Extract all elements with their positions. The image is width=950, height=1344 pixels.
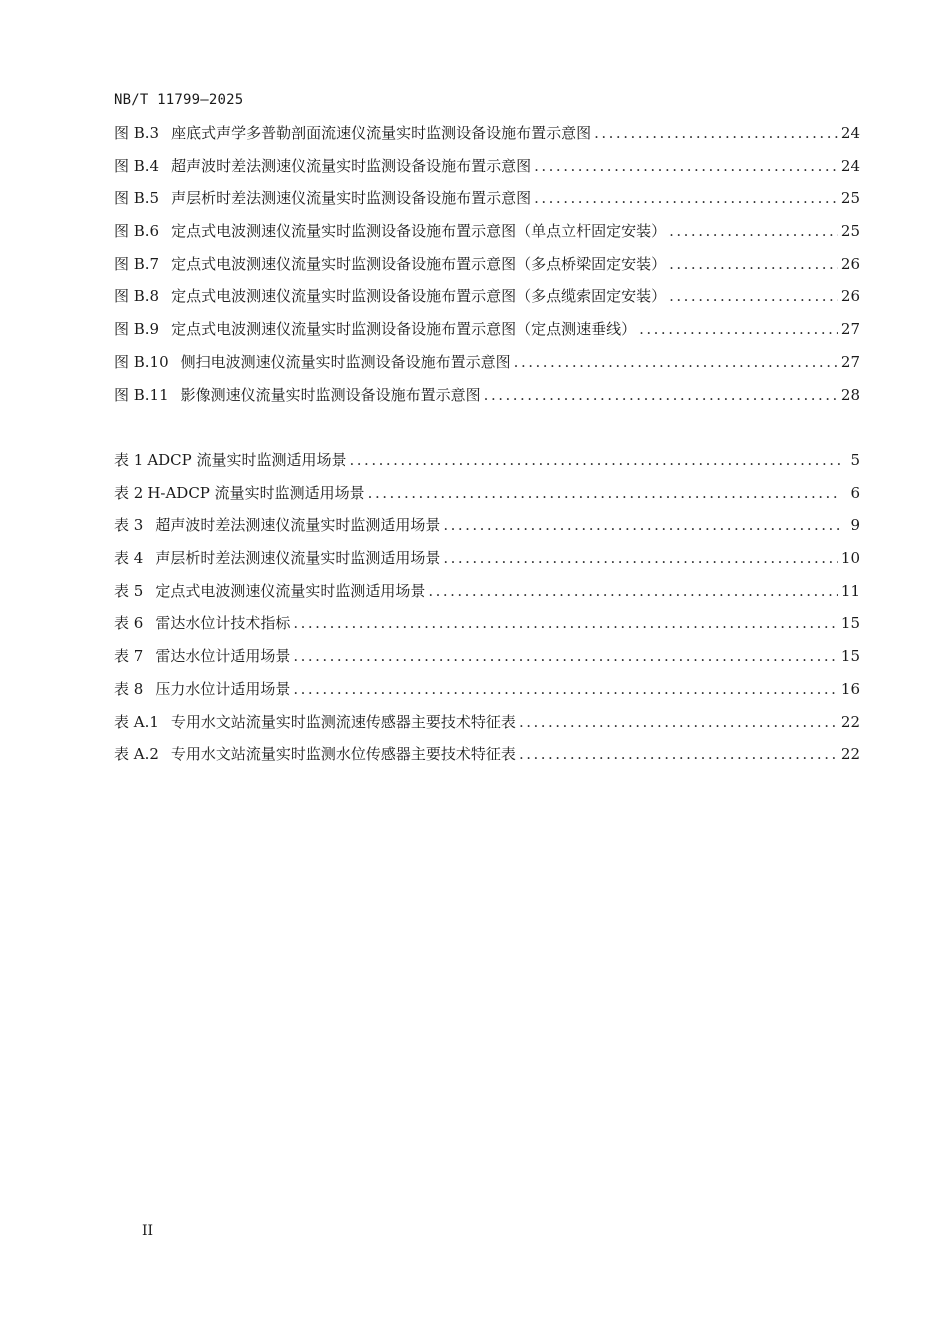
table-list — [114, 450, 860, 777]
figure-page-number: 25 — [840, 222, 860, 241]
dot-leader — [368, 483, 841, 503]
figure-page-number: 25 — [840, 189, 860, 208]
table-number: 表 8 — [114, 679, 144, 698]
dot-leader — [443, 515, 841, 535]
table-title: 定点式电波测速仪流量实时监测适用场景 — [155, 581, 426, 600]
table-entry[interactable] — [114, 646, 860, 679]
table-entry[interactable] — [114, 548, 860, 581]
dot-leader — [594, 123, 838, 143]
figure-entry[interactable] — [114, 221, 860, 254]
figure-number: 图 B.10 — [114, 352, 169, 371]
table-entry[interactable] — [114, 515, 860, 548]
figure-number: 图 B.4 — [114, 156, 160, 175]
table-title: 专用水文站流量实时监测流速传感器主要技术特征表 — [170, 712, 516, 731]
dot-leader — [484, 385, 838, 405]
table-page-number: 11 — [840, 581, 860, 600]
figure-entry[interactable] — [114, 254, 860, 287]
table-number: 表 1 — [114, 451, 144, 469]
figure-entry[interactable] — [114, 319, 860, 352]
table-page-number: 10 — [840, 549, 860, 568]
table-page-number: 15 — [840, 614, 860, 633]
figure-number: 图 B.7 — [114, 254, 160, 273]
dot-leader — [428, 581, 838, 601]
figure-page-number: 24 — [840, 156, 860, 175]
table-entry[interactable] — [114, 712, 860, 745]
dot-leader — [293, 646, 838, 666]
figure-number: 图 B.11 — [114, 385, 169, 404]
dot-leader — [669, 254, 838, 274]
table-number: 表 6 — [114, 614, 144, 633]
figure-page-number: 26 — [840, 287, 860, 306]
table-number: 表 4 — [114, 549, 144, 568]
figure-page-number: 24 — [840, 124, 860, 142]
table-entry[interactable] — [114, 450, 860, 483]
dot-leader — [443, 548, 838, 568]
figure-number: 图 B.3 — [114, 124, 160, 142]
figure-page-number: 27 — [840, 352, 860, 371]
figure-entry[interactable] — [114, 188, 860, 221]
dot-leader — [534, 188, 838, 208]
figure-title: 定点式电波测速仪流量实时监测设备设施布置示意图（多点缆索固定安装） — [171, 287, 667, 306]
table-number: 表 3 — [114, 516, 144, 535]
table-page-number: 15 — [840, 647, 860, 666]
figure-title: 定点式电波测速仪流量实时监测设备设施布置示意图（单点立杆固定安装） — [171, 222, 667, 241]
table-title: 专用水文站流量实时监测水位传感器主要技术特征表 — [170, 745, 516, 764]
table-title: 声层析时差法测速仪流量实时监测适用场景 — [155, 549, 441, 568]
table-entry[interactable] — [114, 679, 860, 712]
table-number: 表 A.1 — [114, 712, 159, 731]
dot-leader — [514, 352, 838, 372]
figure-number: 图 B.5 — [114, 189, 160, 208]
figure-title: 侧扫电波测速仪流量实时监测设备设施布置示意图 — [180, 352, 511, 371]
figure-title: 定点式电波测速仪流量实时监测设备设施布置示意图（定点测速垂线） — [171, 320, 637, 339]
table-entry[interactable] — [114, 613, 860, 646]
table-title: 雷达水位计技术指标 — [155, 614, 291, 633]
figure-title: 声层析时差法测速仪流量实时监测设备设施布置示意图 — [171, 189, 532, 208]
table-number: 表 7 — [114, 647, 144, 666]
table-entry[interactable] — [114, 483, 860, 516]
figure-title: 座底式声学多普勒剖面流速仪流量实时监测设备设施布置示意图 — [171, 124, 592, 142]
table-page-number: 16 — [840, 679, 860, 698]
table-title: 压力水位计适用场景 — [155, 679, 291, 698]
figure-title: 超声波时差法测速仪流量实时监测设备设施布置示意图 — [171, 156, 532, 175]
dot-leader — [519, 744, 838, 764]
dot-leader — [534, 156, 838, 176]
table-page-number: 9 — [850, 516, 860, 535]
table-title: 超声波时差法测速仪流量实时监测适用场景 — [155, 516, 441, 535]
document-code: NB/T 11799—2025 — [114, 92, 244, 108]
table-title: ADCP 流量实时监测适用场景 — [147, 451, 347, 469]
figure-number: 图 B.9 — [114, 320, 160, 339]
figure-entry[interactable] — [114, 385, 860, 418]
table-page-number: 22 — [840, 712, 860, 731]
figure-title: 影像测速仪流量实时监测设备设施布置示意图 — [180, 385, 481, 404]
figure-page-number: 28 — [840, 385, 860, 404]
figure-number: 图 B.6 — [114, 222, 160, 241]
dot-leader — [669, 221, 838, 241]
dot-leader — [639, 319, 838, 339]
dot-leader — [669, 286, 838, 306]
table-number: 表 5 — [114, 581, 144, 600]
figure-page-number: 27 — [840, 320, 860, 339]
table-entry[interactable] — [114, 744, 860, 777]
figure-entry[interactable] — [114, 286, 860, 319]
table-number: 表 2 — [114, 483, 144, 502]
table-page-number: 6 — [850, 483, 860, 502]
figure-entry[interactable] — [114, 123, 860, 156]
figure-number: 图 B.8 — [114, 287, 160, 306]
table-page-number: 22 — [840, 745, 860, 764]
dot-leader — [293, 679, 838, 699]
figure-list — [114, 123, 860, 417]
table-number: 表 A.2 — [114, 745, 159, 764]
table-title: 雷达水位计适用场景 — [155, 647, 291, 666]
dot-leader — [519, 712, 838, 732]
figure-entry[interactable] — [114, 352, 860, 385]
table-page-number: 5 — [850, 451, 860, 469]
figure-title: 定点式电波测速仪流量实时监测设备设施布置示意图（多点桥梁固定安装） — [171, 254, 667, 273]
dot-leader — [350, 450, 841, 470]
page-number: II — [142, 1223, 154, 1239]
dot-leader — [293, 613, 838, 633]
figure-page-number: 26 — [840, 254, 860, 273]
figure-entry[interactable] — [114, 156, 860, 189]
table-entry[interactable] — [114, 581, 860, 614]
table-title: H-ADCP 流量实时监测适用场景 — [147, 483, 365, 502]
